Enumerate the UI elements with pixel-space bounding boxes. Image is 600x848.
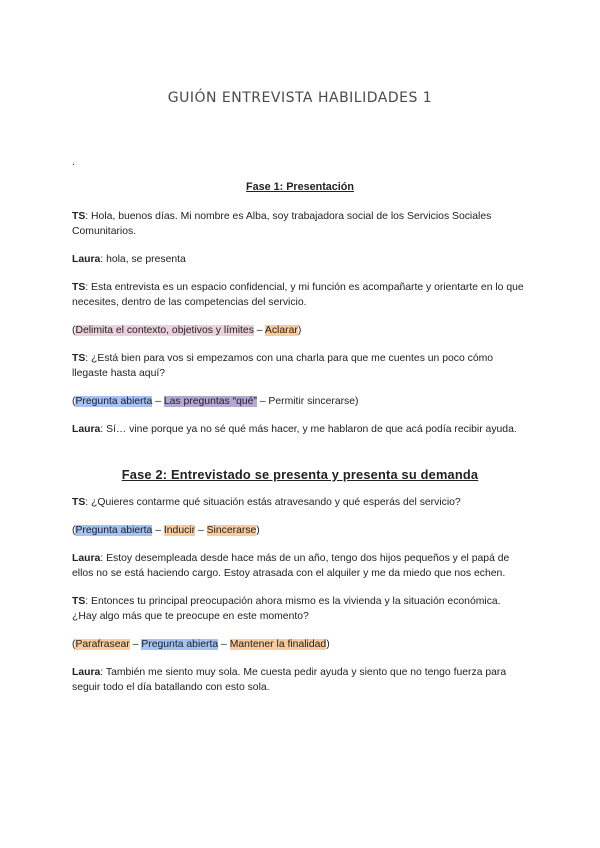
speech: : Hola, buenos días. Mi nombre es Alba, soy trabajadora social de los Servicios Sociales Comunitarios. [72,211,492,237]
speaker: Laura [72,553,101,564]
speech: : Sí… vine porque ya no sé qué más hacer, y me hablaron de que acá podía recibir ayuda. [100,424,517,435]
fase1-paragraph-2 [72,252,528,267]
highlight-tag: Aclarar [264,325,298,336]
fase1-note-1: (Delimita el contexto, objetivos y límites – Aclarar) [72,325,302,336]
highlight-tag: Pregunta abierta [75,396,153,407]
fase2-paragraph-3 [72,594,528,624]
speech: : hola, se presenta [100,254,186,265]
highlight-tag: Mantener la finalidad [229,639,327,650]
speech: : ¿Está bien para vos si empezamos con una charla para que me cuentes un poco cómo llegaste hasta aquí? [72,353,494,379]
speaker: Laura [72,424,101,435]
speaker: TS [72,211,86,222]
highlight-tag: Inducir [163,525,196,536]
speaker: TS [72,497,86,508]
document-body [72,180,528,708]
speech: : Esta entrevista es un espacio confidencial, y mi función es acompañarte y orientarte en lo que necesites, dentro de las competencias del servicio. [72,282,524,308]
highlight-tag: Delimita el contexto, objetivos y límites [75,325,254,336]
speaker: Laura [72,667,101,678]
fase1-note-2: (Pregunta abierta – Las preguntas “qué” – Permitir sincerarse) [72,396,359,407]
speech: : ¿Quieres contarme qué situación estás atravesando y qué esperás del servicio? [85,497,461,508]
fase1-paragraph-4 [72,351,528,381]
speaker: TS [72,353,86,364]
speaker: TS [72,282,86,293]
speech: : Estoy desempleada desde hace más de un año, tengo dos hijos pequeños y el papá de ellos no se está haciendo cargo. Estoy atrasada con el alquiler y me da miedo que nos echen. [72,553,510,579]
fase2-heading: Fase 2: Entrevistado se presenta y presenta su demanda [121,467,479,482]
highlight-tag: Sincerarse [206,525,257,536]
fase1-paragraph-1 [72,209,528,239]
fase2-note-1: (Pregunta abierta – Inducir – Sincerarse) [72,525,260,536]
fase2-note-2: (Parafrasear – Pregunta abierta – Mantener la finalidad) [72,639,330,650]
fase1-paragraph-5 [72,422,528,437]
stray-dot: . [72,156,76,168]
speaker: Laura [72,254,101,265]
fase1-heading: Fase 1: Presentación [245,181,355,193]
highlight-tag: Las preguntas “qué” [163,396,257,407]
speech: : También me siento muy sola. Me cuesta pedir ayuda y siento que no tengo fuerza para seguir todo el día batallando con esto sola. [72,667,507,693]
fase2-paragraph-1 [72,495,528,510]
fase2-paragraph-4 [72,665,528,695]
fase2-paragraph-2 [72,551,528,581]
speech: : Entonces tu principal preocupación ahora mismo es la vivienda y la situación económica. ¿Hay algo más que te preocupe en este momento? [72,596,501,622]
highlight-tag: Parafrasear [75,639,130,650]
highlight-tag: Pregunta abierta [75,525,153,536]
speaker: TS [72,596,86,607]
document-title: GUIÓN ENTREVISTA HABILIDADES 1 [167,90,433,106]
fase1-paragraph-3 [72,280,528,310]
highlight-tag: Pregunta abierta [141,639,219,650]
